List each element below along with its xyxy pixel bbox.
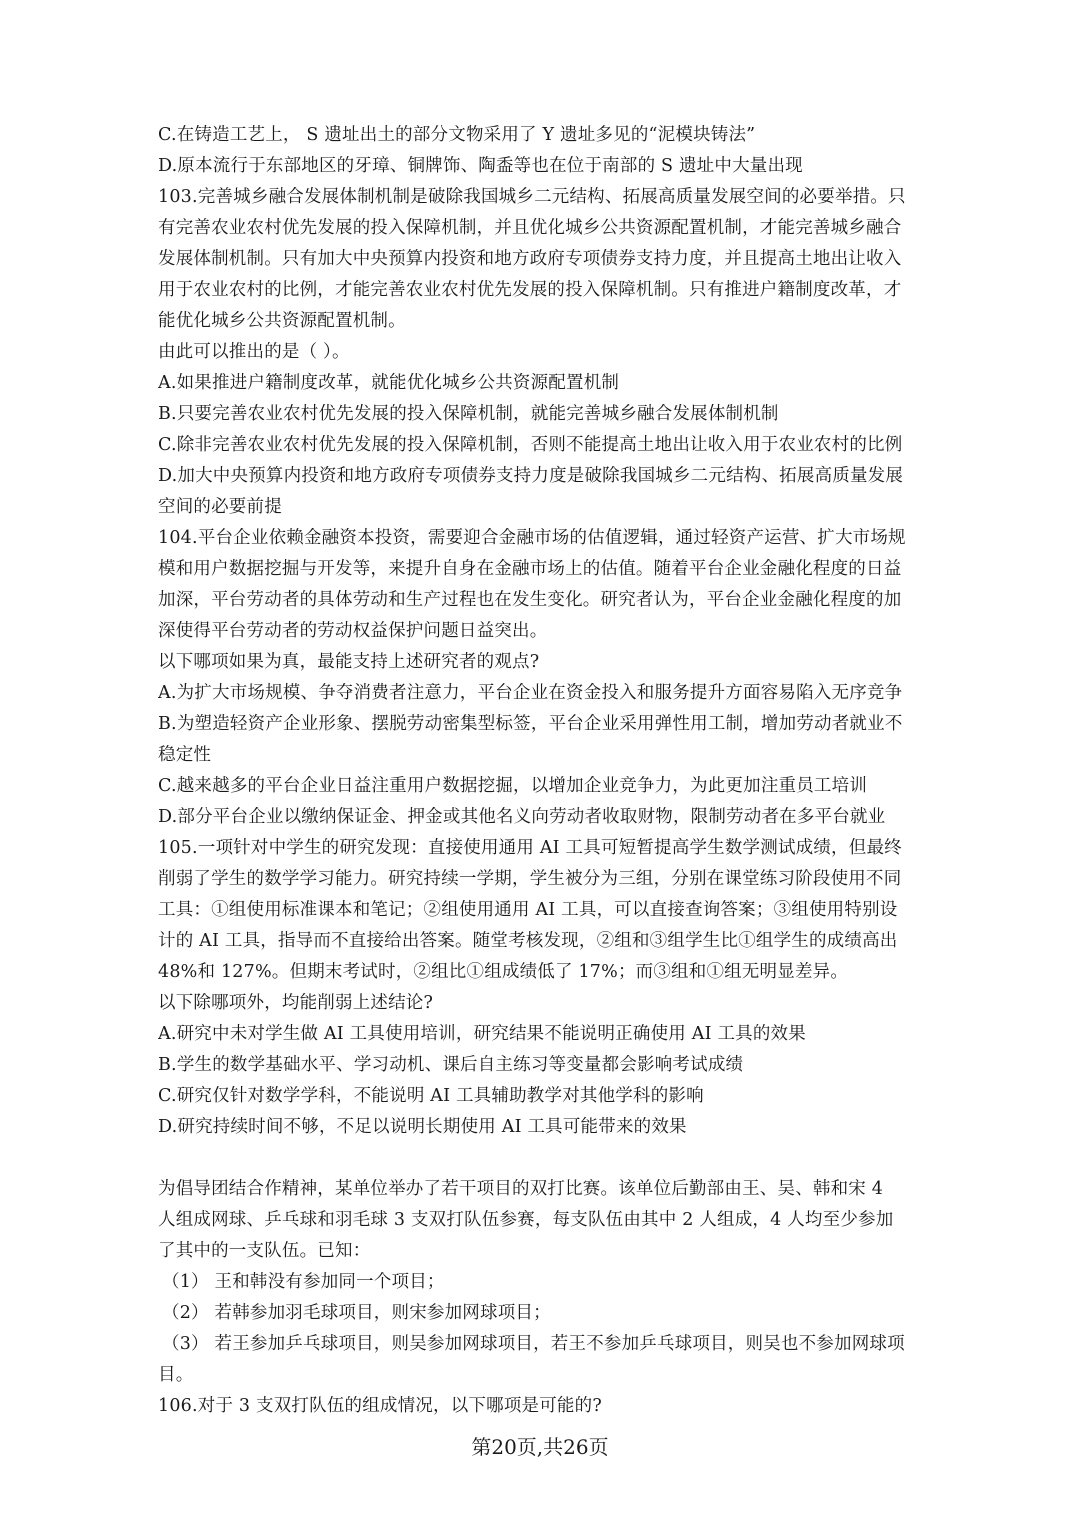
text-line: C.在铸造工艺上， S 遗址出土的部分文物采用了 Y 遗址多见的“泥模块铸法” (158, 125, 756, 145)
text-line: A.为扩大市场规模、争夺消费者注意力，平台企业在资金投入和服务提升方面容易陷入无序竞争 (158, 683, 903, 703)
text-line: 空间的必要前提 (158, 497, 282, 517)
text-line: 发展体制机制。只有加大中央预算内投资和地方政府专项债券支持力度，并且提高土地出让收入 (158, 249, 902, 269)
text-line: 目。 (158, 1365, 194, 1385)
text-line: C.研究仅针对数学学科，不能说明 AI 工具辅助教学对其他学科的影响 (158, 1086, 704, 1106)
text-line: 106.对于 3 支双打队伍的组成情况，以下哪项是可能的? (158, 1396, 602, 1416)
text-line: 以下除哪项外，均能削弱上述结论? (158, 993, 434, 1013)
text-line: 48%和 127%。但期末考试时，②组比①组成绩低了 17%；而③组和①组无明显差异。 (158, 962, 849, 982)
text-line: 工具：①组使用标准课本和笔记；②组使用通用 AI 工具，可以直接查询答案；③组使用特别设 (158, 900, 898, 920)
text-line: 削弱了学生的数学学习能力。研究持续一学期，学生被分为三组，分别在课堂练习阶段使用不同 (158, 869, 902, 889)
text-line: （3） 若王参加乒乓球项目，则吴参加网球项目，若王不参加乒乓球项目，则吴也不参加网球项 (162, 1334, 905, 1354)
text-line: A.研究中未对学生做 AI 工具使用培训，研究结果不能说明正确使用 AI 工具的效果 (158, 1024, 806, 1044)
text-line: A.如果推进户籍制度改革，就能优化城乡公共资源配置机制 (158, 373, 620, 393)
text-line: 103.完善城乡融合发展体制机制是破除我国城乡二元结构、拓展高质量发展空间的必要举措。只 (158, 187, 906, 207)
text-line: 了其中的一支队伍。已知： (158, 1241, 371, 1261)
text-line: D.研究持续时间不够，不足以说明长期使用 AI 工具可能带来的效果 (158, 1117, 687, 1137)
text-line: （2） 若韩参加羽毛球项目，则宋参加网球项目； (162, 1303, 551, 1323)
text-line: 人组成网球、乒乓球和羽毛球 3 支双打队伍参赛，每支队伍由其中 2 人组成，4 人均至少参加 (158, 1210, 894, 1230)
text-line: B.学生的数学基础水平、学习动机、课后自主练习等变量都会影响考试成绩 (158, 1055, 744, 1075)
text-line: B.为塑造轻资产企业形象、摆脱劳动密集型标签，平台企业采用弹性用工制，增加劳动者就业不 (158, 714, 903, 734)
text-line: 加深，平台劳动者的具体劳动和生产过程也在发生变化。研究者认为，平台企业金融化程度的加 (158, 590, 902, 610)
text-line: （1） 王和韩没有参加同一个项目； (162, 1272, 445, 1292)
text-line: D.加大中央预算内投资和地方政府专项债券支持力度是破除我国城乡二元结构、拓展高质量发展 (158, 466, 904, 486)
text-line: 由此可以推出的是（ ）。 (158, 342, 350, 362)
text-line: 以下哪项如果为真，最能支持上述研究者的观点? (158, 652, 540, 672)
text-line: B.只要完善农业农村优先发展的投入保障机制，就能完善城乡融合发展体制机制 (158, 404, 779, 424)
text-line: 计的 AI 工具，指导而不直接给出答案。随堂考核发现，②组和③组学生比①组学生的成绩高出 (158, 931, 898, 951)
text-line: C.越来越多的平台企业日益注重用户数据挖掘，以增加企业竞争力，为此更加注重员工培训 (158, 776, 868, 796)
text-line: 深使得平台劳动者的劳动权益保护问题日益突出。 (158, 621, 548, 641)
blank-line (158, 1143, 1000, 1174)
text-line: 105.一项针对中学生的研究发现：直接使用通用 AI 工具可短暂提高学生数学测试成绩，但最终 (158, 838, 902, 858)
text-line: D.原本流行于东部地区的牙璋、铜牌饰、陶盉等也在位于南部的 S 遗址中大量出现 (158, 156, 803, 176)
text-line: 稳定性 (158, 745, 212, 765)
text-line: 用于农业农村的比例，才能完善农业农村优先发展的投入保障机制。只有推进户籍制度改革，才 (158, 280, 902, 300)
text-line: 模和用户数据挖掘与开发等，来提升自身在金融市场上的估值。随着平台企业金融化程度的日益 (158, 559, 902, 579)
text-line: 有完善农业农村优先发展的投入保障机制，并且优化城乡公共资源配置机制，才能完善城乡融合 (158, 218, 902, 238)
text-line: 为倡导团结合作精神，某单位举办了若干项目的双打比赛。该单位后勤部由王、吴、韩和宋 4 (158, 1179, 884, 1199)
text-line: D.部分平台企业以缴纳保证金、押金或其他名义向劳动者收取财物，限制劳动者在多平台就业 (158, 807, 886, 827)
page-footer: 第20页,共26页 (471, 1435, 609, 1459)
text-line: C.除非完善农业农村优先发展的投入保障机制，否则不能提高土地出让收入用于农业农村的比例 (158, 435, 903, 455)
text-line: 能优化城乡公共资源配置机制。 (158, 311, 406, 331)
page-content (158, 120, 1000, 1422)
text-line: 104.平台企业依赖金融资本投资，需要迎合金融市场的估值逻辑，通过轻资产运营、扩大市场规 (158, 528, 906, 548)
